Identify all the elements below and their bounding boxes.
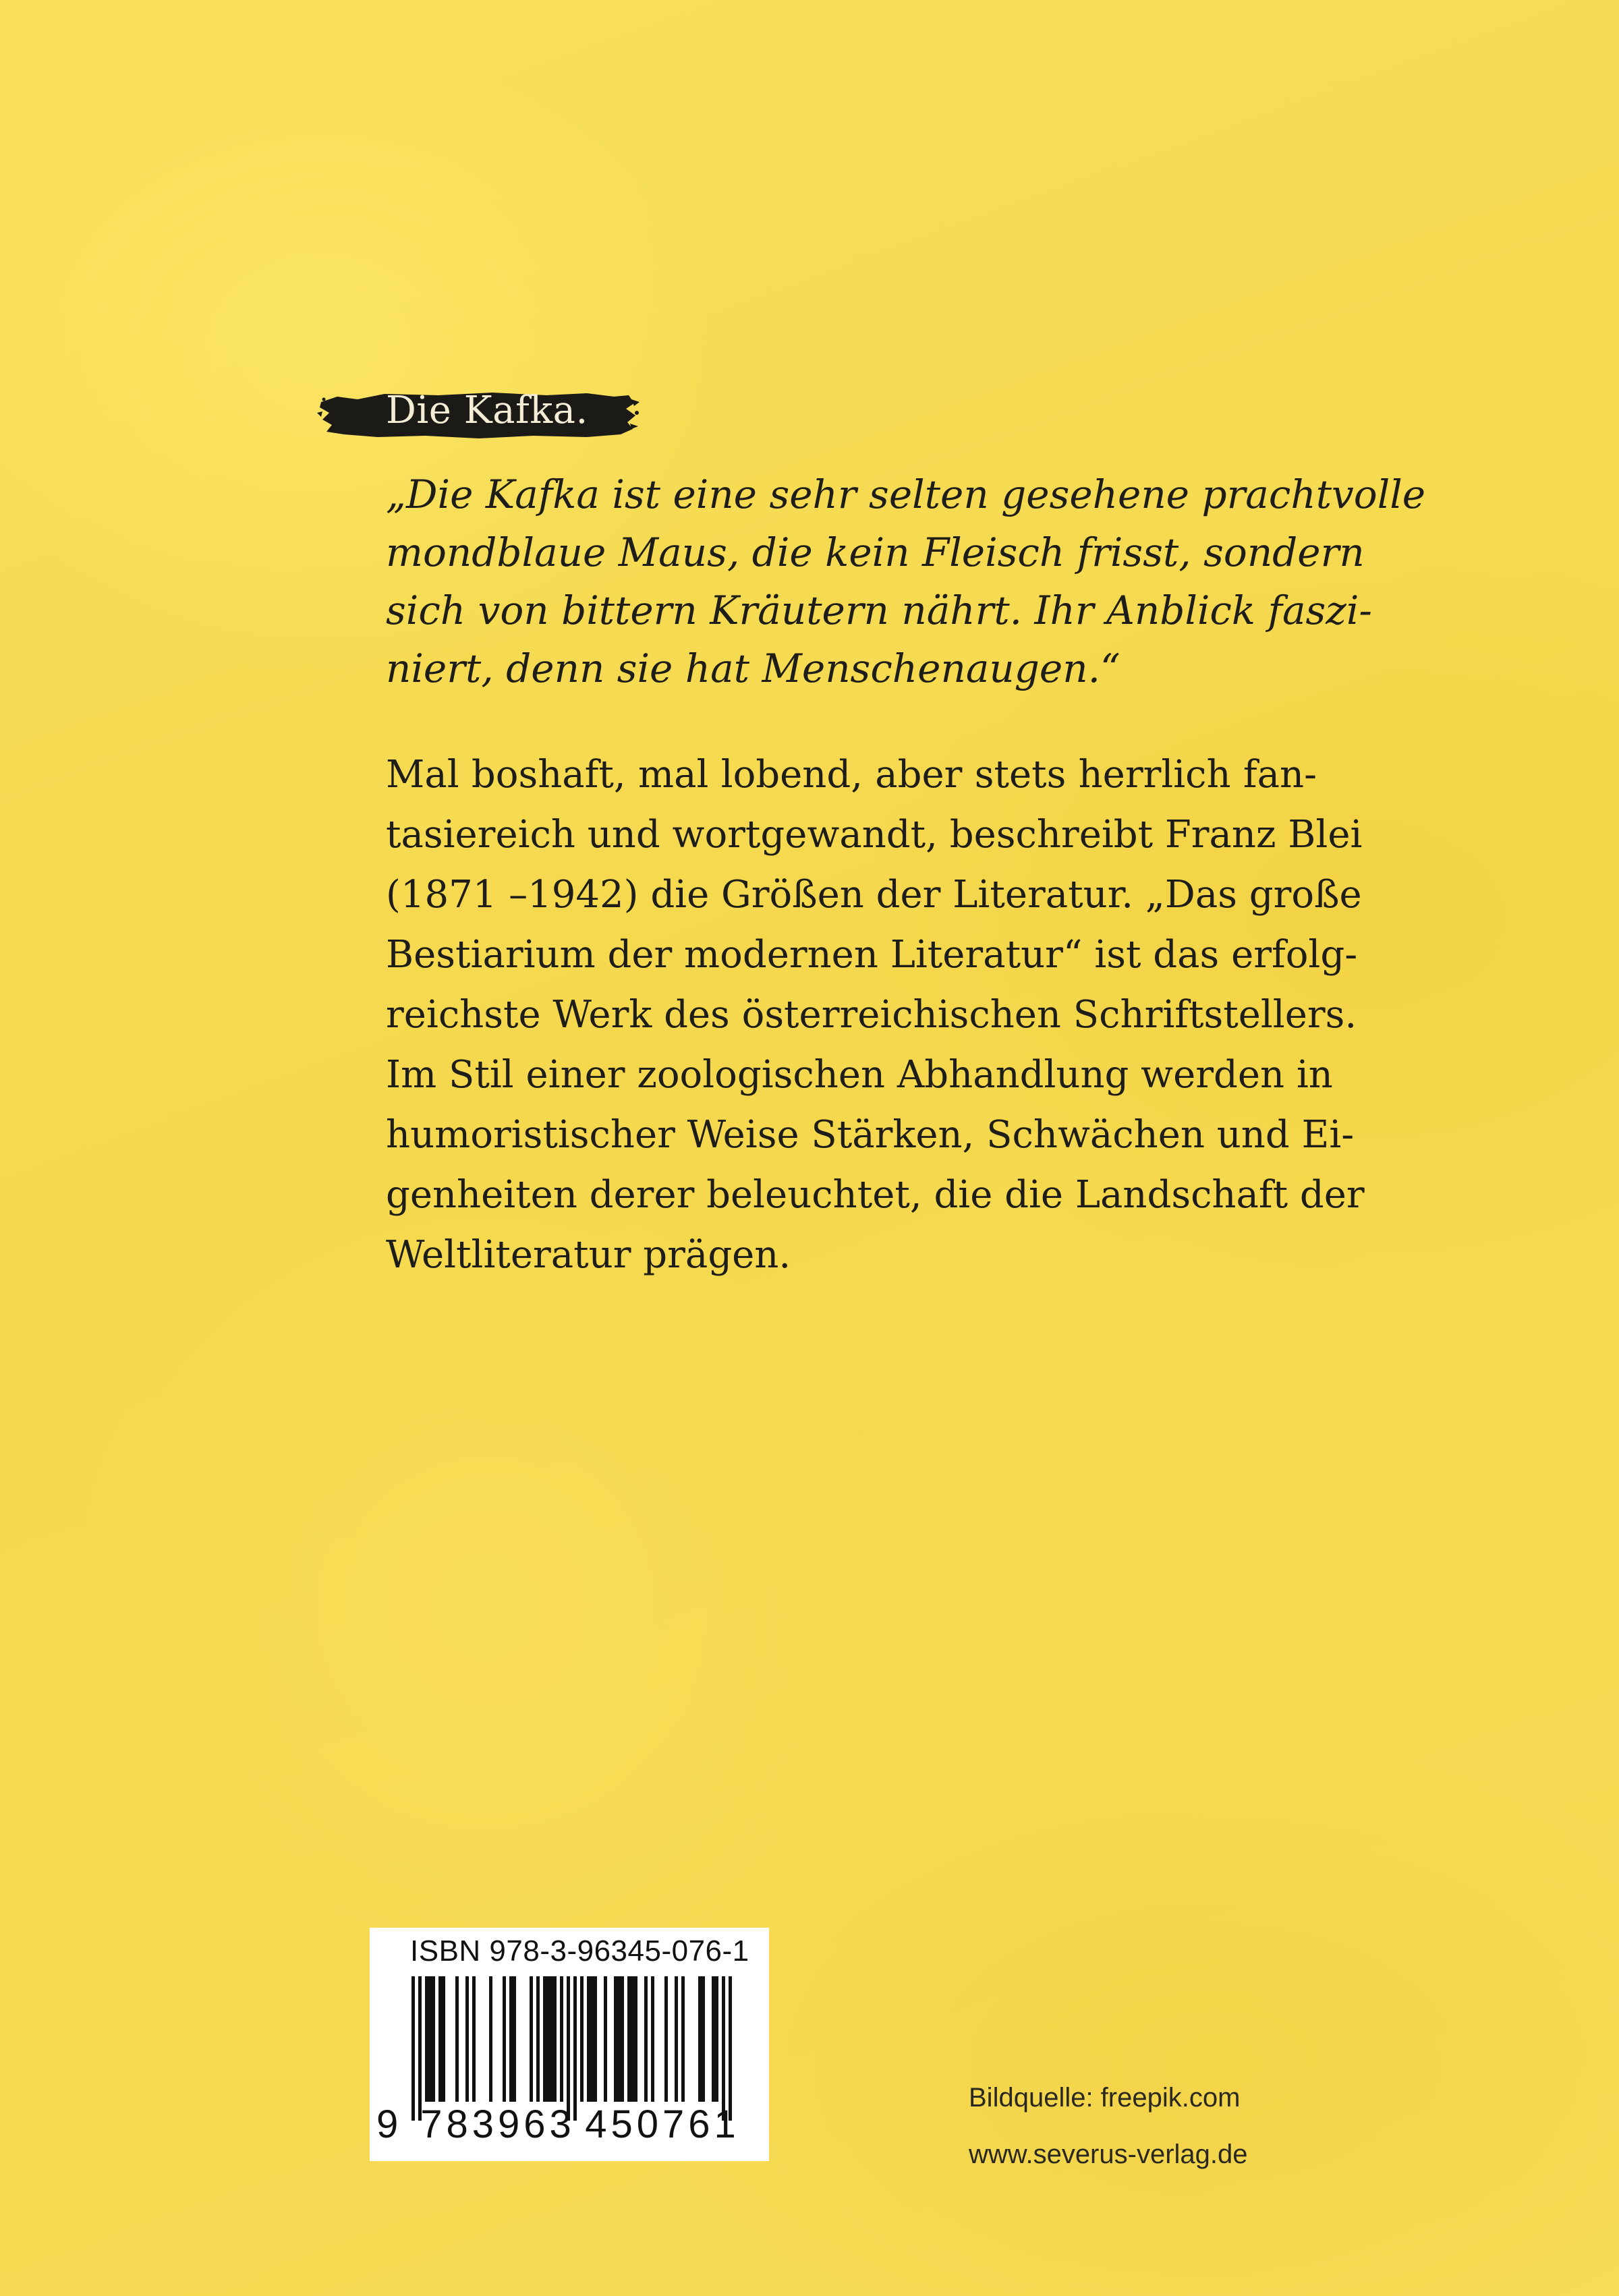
barcode-bar (411, 1976, 415, 2121)
barcode-bar (513, 1976, 516, 2102)
description-line: tasiereich und wortgewandt, beschreibt Franz Blei (386, 813, 1363, 857)
description-line: reichste Werk des österreichischen Schriftstellers. (386, 993, 1357, 1037)
quote-line: mondblaue Maus, die kein Fleisch frisst, sondern (386, 529, 1365, 575)
barcode-bar (546, 1976, 550, 2102)
barcode-bar (432, 1976, 435, 2102)
barcode-bar (631, 1976, 634, 2102)
barcode-bar (418, 1976, 422, 2121)
barcode-bar (553, 1976, 557, 2102)
isbn-barcode (370, 1928, 769, 2161)
kafka-quote (386, 465, 1426, 697)
barcode-first-digit: 9 (376, 2102, 399, 2146)
barcode-bar (425, 1976, 428, 2102)
credits (969, 2069, 1248, 2183)
barcode-right-digits: 450761 (585, 2102, 740, 2146)
barcode-bar (729, 1976, 732, 2121)
description-line: Bestiarium der modernen Literatur“ ist das erfolg- (386, 933, 1358, 977)
barcode-bar (594, 1976, 597, 2102)
description-line: humoristischer Weise Stärken, Schwächen und Ei- (386, 1113, 1355, 1157)
description-line: (1871 –1942) die Größen der Literatur. „Das große (386, 873, 1362, 917)
barcode-bar (702, 1976, 705, 2102)
description-line: Im Stil einer zoologischen Abhandlung werden in (386, 1053, 1333, 1097)
title-banner (317, 382, 641, 449)
quote-line: niert, denn sie hat Menschenaugen.“ (386, 645, 1120, 691)
barcode-bar (698, 1976, 702, 2102)
barcode-bar (712, 1976, 715, 2102)
description-line: genheiten derer beleuchtet, die die Landschaft der (386, 1173, 1365, 1217)
isbn-label: ISBN 978-3-96345-076-1 (410, 1934, 749, 1968)
barcode-bar (438, 1976, 442, 2102)
barcode-bar (614, 1976, 617, 2102)
barcode-bar (503, 1976, 506, 2102)
barcode-bar (428, 1976, 432, 2102)
barcode-bar (580, 1976, 584, 2102)
barcode-bar (664, 1976, 668, 2102)
description-line: Weltliteratur prägen. (386, 1233, 791, 1277)
barcode-bar (560, 1976, 563, 2102)
barcode-bar (715, 1976, 718, 2102)
title-label: Die Kafka. (386, 389, 588, 432)
barcode-bar (617, 1976, 621, 2102)
barcode-bar (604, 1976, 607, 2102)
barcode-bar (472, 1976, 476, 2102)
quote-line: sich von bittern Kräutern nährt. Ihr Anblick faszi- (386, 587, 1373, 633)
barcode-bar (550, 1976, 553, 2102)
barcode-bar (587, 1976, 590, 2102)
barcode-bar (644, 1976, 648, 2102)
barcode-bar (627, 1976, 631, 2102)
barcode-left-digits: 783963 (420, 2102, 575, 2146)
description-line: Mal boshaft, mal lobend, aber stets herrlich fan- (386, 753, 1317, 797)
image-source-credit: Bildquelle: freepik.com (969, 2083, 1241, 2113)
book-description (386, 745, 1365, 1285)
barcode-bar (489, 1976, 492, 2102)
barcode-bar (530, 1976, 533, 2102)
barcode-bar (465, 1976, 469, 2102)
barcode-bar (590, 1976, 594, 2102)
barcode-bar (651, 1976, 654, 2102)
barcode-bar (536, 1976, 540, 2102)
barcode-bar (573, 1976, 577, 2121)
publisher-website: www.severus-verlag.de (969, 2140, 1248, 2169)
quote-line: „Die Kafka ist eine sehr selten gesehene prachtvolle (386, 471, 1426, 517)
barcode-bar (442, 1976, 445, 2102)
barcode-bar (455, 1976, 459, 2102)
barcode-bar (543, 1976, 546, 2102)
barcode-bar (634, 1976, 637, 2102)
barcode-bar (681, 1976, 685, 2102)
barcode-bar (621, 1976, 624, 2102)
barcode-bar (567, 1976, 570, 2121)
barcode-bar (509, 1976, 513, 2102)
barcode-bar (675, 1976, 678, 2102)
barcode-bar (722, 1976, 725, 2121)
